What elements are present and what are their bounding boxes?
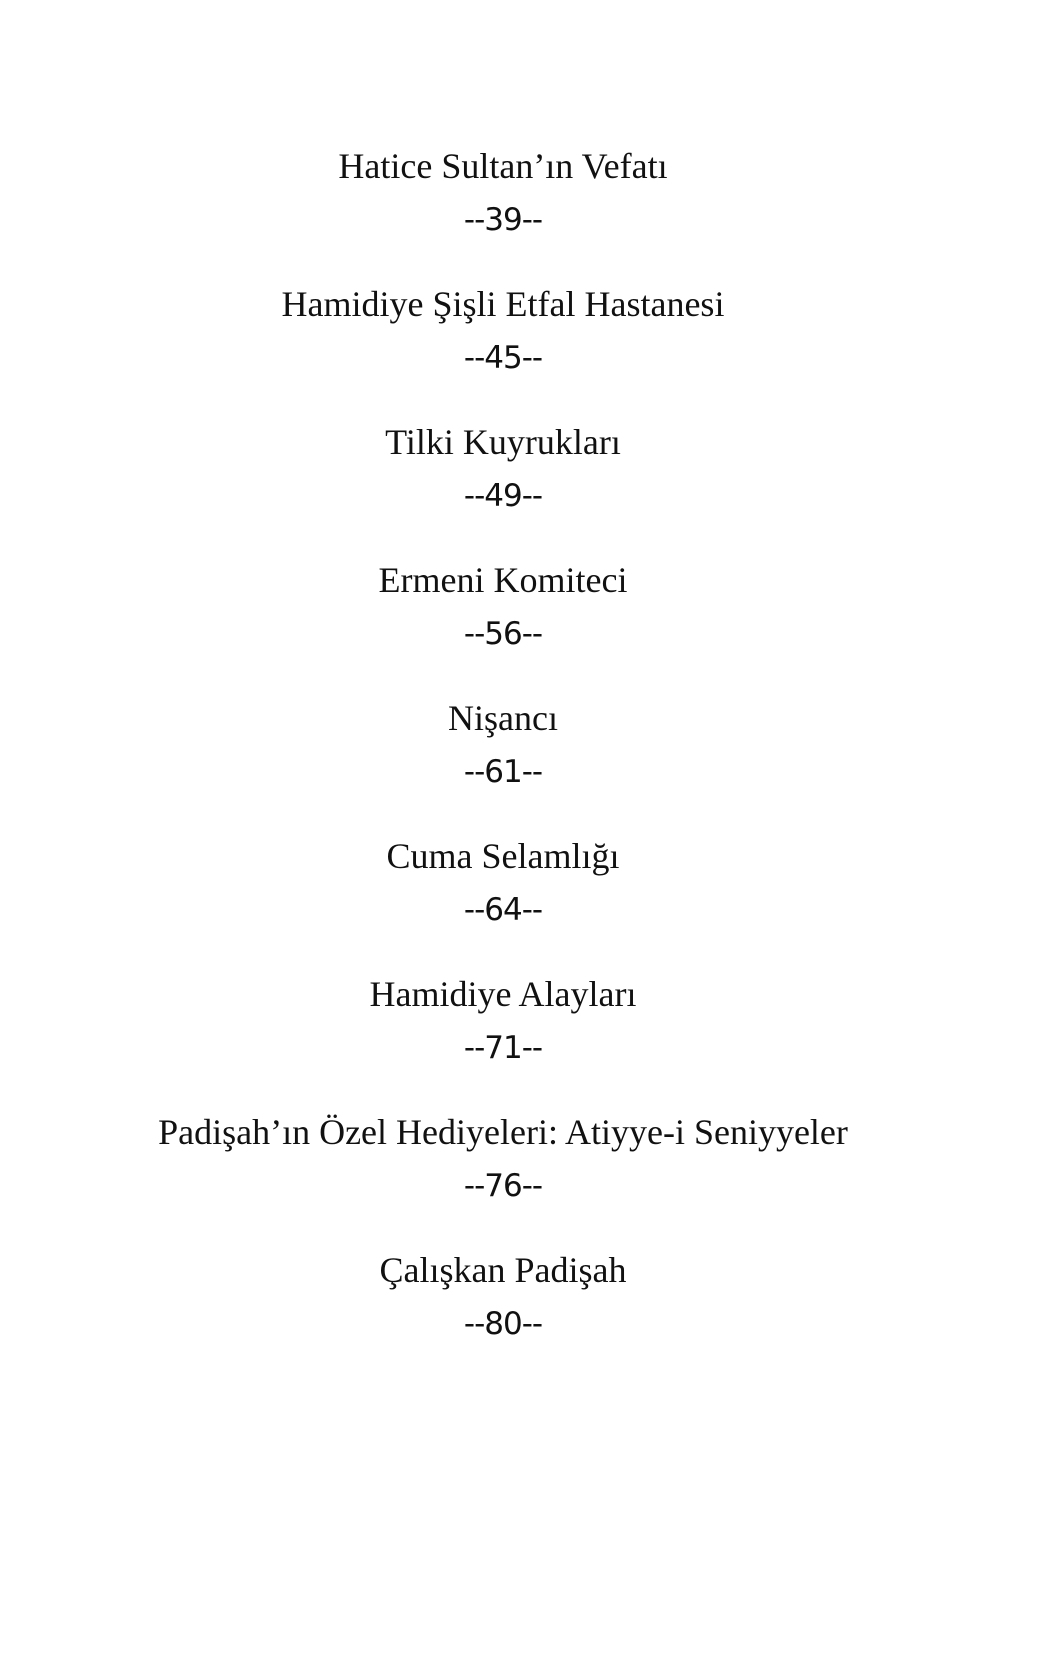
toc-entry-title: Ermeni Komiteci (378, 560, 628, 600)
toc-entry-title: Nişancı (448, 698, 558, 738)
toc-entry-title: Padişah’ın Özel Hediyeleri: Atiyye-i Seniyyeler (158, 1112, 848, 1152)
toc-entry[interactable] (0, 832, 1006, 970)
toc-entry-page-number: --45-- (463, 340, 543, 376)
toc-entry-page-number: --76-- (463, 1168, 543, 1204)
toc-entry-page-number: --39-- (463, 202, 543, 238)
toc-entry[interactable] (0, 970, 1006, 1108)
table-of-contents (0, 142, 1006, 1384)
toc-entry-title: Cuma Selamlığı (386, 836, 620, 876)
toc-entry[interactable] (0, 280, 1006, 418)
toc-entry-page-number: --49-- (463, 478, 543, 514)
toc-entry[interactable] (0, 142, 1006, 280)
toc-entry-title: Tilki Kuyrukları (385, 422, 621, 462)
toc-entry-page-number: --80-- (463, 1306, 543, 1342)
toc-entry-page-number: --71-- (463, 1030, 543, 1066)
toc-entry[interactable] (0, 1108, 1006, 1246)
toc-entry[interactable] (0, 694, 1006, 832)
toc-entry[interactable] (0, 418, 1006, 556)
toc-entry-title: Çalışkan Padişah (379, 1250, 627, 1290)
toc-entry-title: Hatice Sultan’ın Vefatı (338, 146, 668, 186)
toc-entry-page-number: --61-- (463, 754, 543, 790)
toc-entry[interactable] (0, 556, 1006, 694)
toc-entry-title: Hamidiye Alayları (369, 974, 637, 1014)
toc-entry-page-number: --64-- (463, 892, 543, 928)
toc-entry-page-number: --56-- (463, 616, 543, 652)
toc-entry[interactable] (0, 1246, 1006, 1384)
toc-entry-title: Hamidiye Şişli Etfal Hastanesi (281, 284, 725, 324)
